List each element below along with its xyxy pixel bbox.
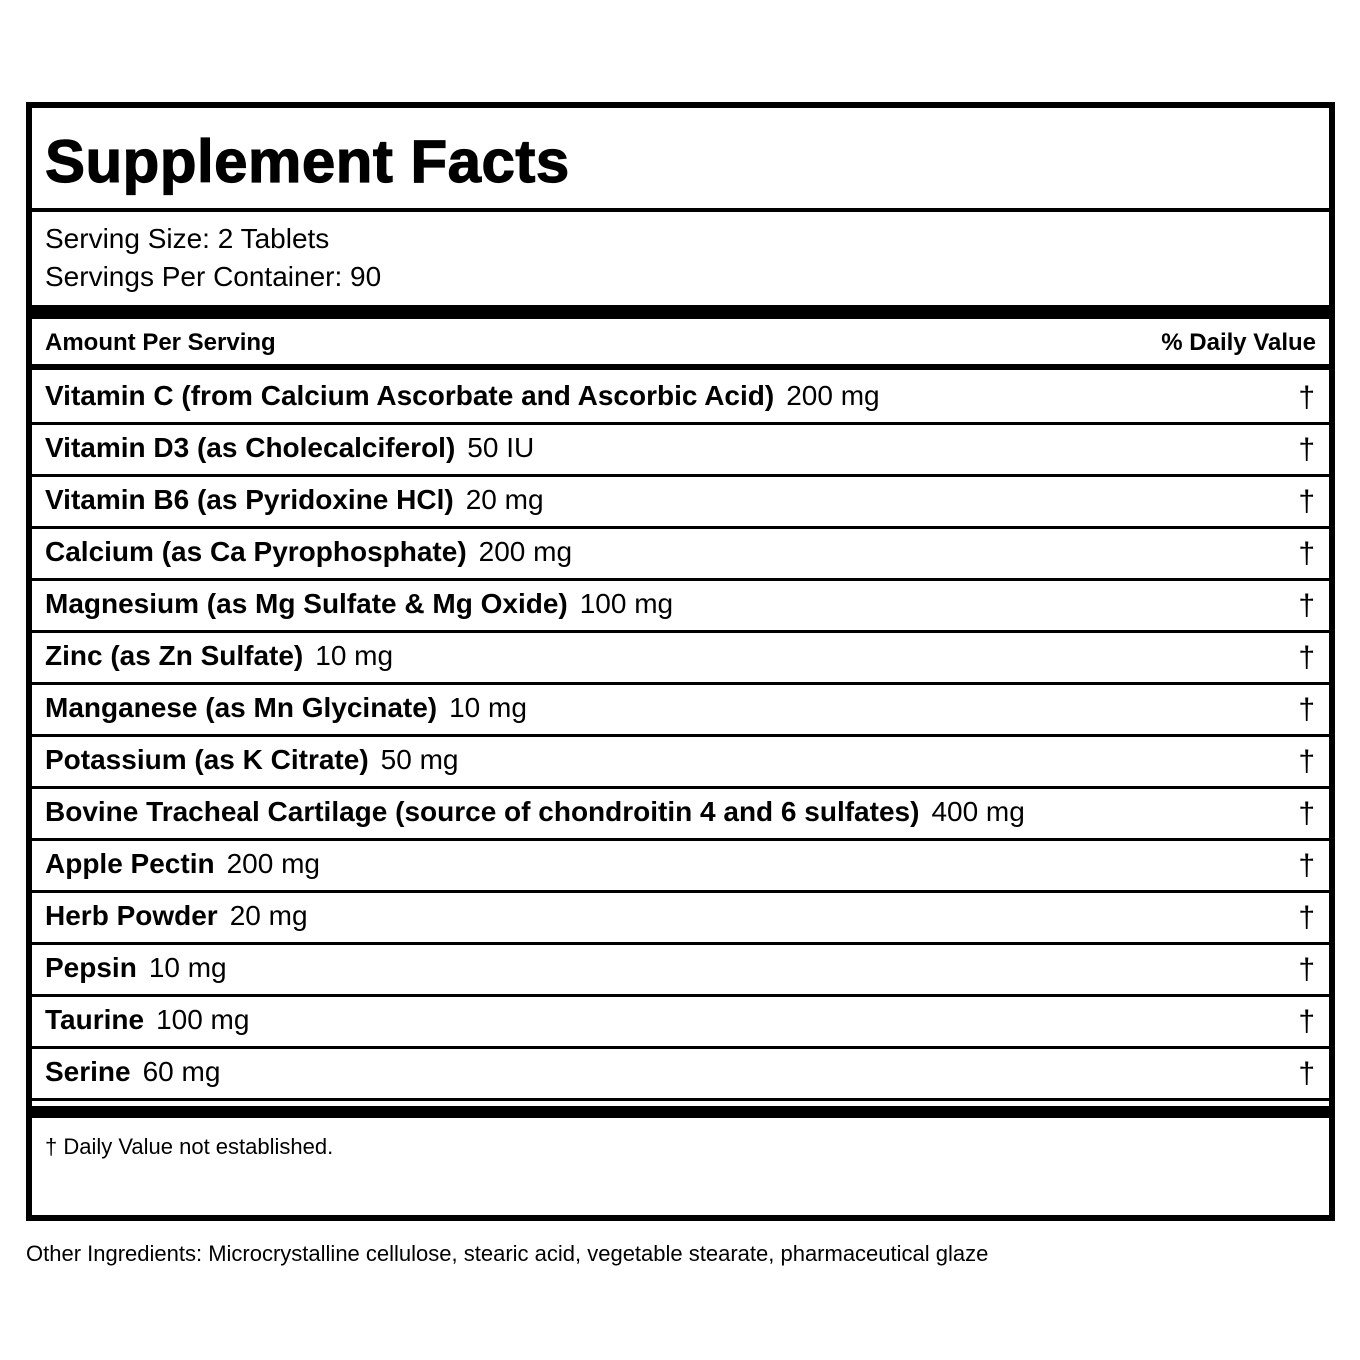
table-row <box>32 425 1329 477</box>
panel-title: Supplement Facts <box>45 128 570 195</box>
daily-value-symbol: † <box>1298 589 1315 622</box>
ingredient-text <box>45 1055 220 1089</box>
table-row <box>32 581 1329 633</box>
ingredient-amount: 60 mg <box>142 1056 221 1087</box>
other-ingredients: Other Ingredients: Microcrystalline cellulose, stearic acid, vegetable stearate, pharmaceutical glaze <box>26 1241 989 1266</box>
daily-value-symbol: † <box>1298 641 1315 674</box>
ingredient-name: Potassium (as K Citrate) <box>45 744 369 775</box>
ingredient-name: Manganese (as Mn Glycinate) <box>45 692 438 723</box>
divider-header <box>32 364 1329 370</box>
ingredient-text <box>45 847 320 881</box>
daily-value-symbol: † <box>1298 901 1315 934</box>
ingredient-amount: 20 mg <box>229 900 308 931</box>
ingredient-amount: 400 mg <box>931 796 1025 827</box>
ingredient-amount: 10 mg <box>449 692 527 723</box>
ingredient-name: Bovine Tracheal Cartilage (source of chondroitin 4 and 6 sulfates) <box>45 796 920 827</box>
ingredient-name: Taurine <box>45 1004 145 1035</box>
ingredient-name: Pepsin <box>45 952 137 983</box>
amount-per-serving-header: Amount Per Serving <box>45 329 276 356</box>
divider-title <box>32 208 1329 212</box>
daily-value-symbol: † <box>1298 745 1315 778</box>
ingredient-text <box>45 379 880 413</box>
table-row <box>32 477 1329 529</box>
supplement-facts-panel <box>26 102 1335 1221</box>
ingredient-text <box>45 899 308 933</box>
table-row <box>32 1049 1329 1101</box>
ingredient-amount: 50 mg <box>380 744 459 775</box>
ingredient-text <box>45 1003 249 1037</box>
ingredient-name: Apple Pectin <box>45 848 215 879</box>
ingredient-amount: 10 mg <box>148 952 227 983</box>
ingredient-amount: 100 mg <box>156 1004 250 1035</box>
table-row <box>32 373 1329 425</box>
ingredient-name: Magnesium (as Mg Sulfate & Mg Oxide) <box>45 588 568 619</box>
ingredient-name: Vitamin C (from Calcium Ascorbate and Ascorbic Acid) <box>45 380 775 411</box>
ingredient-text <box>45 743 458 777</box>
ingredient-name: Vitamin B6 (as Pyridoxine HCl) <box>45 484 454 515</box>
daily-value-symbol: † <box>1298 693 1315 726</box>
ingredient-amount: 200 mg <box>478 536 573 567</box>
table-row <box>32 633 1329 685</box>
table-row <box>32 945 1329 997</box>
ingredient-amount: 200 mg <box>226 848 320 879</box>
daily-value-symbol: † <box>1298 1005 1315 1038</box>
daily-value-symbol: † <box>1298 537 1315 570</box>
ingredient-amount: 200 mg <box>786 380 880 411</box>
ingredient-list <box>32 373 1329 1101</box>
ingredient-text <box>45 431 534 465</box>
ingredient-text <box>45 691 527 725</box>
ingredient-name: Herb Powder <box>45 900 218 931</box>
table-row <box>32 529 1329 581</box>
ingredient-name: Calcium (as Ca Pyrophosphate) <box>45 536 467 567</box>
ingredient-name: Zinc (as Zn Sulfate) <box>45 640 304 671</box>
ingredient-text <box>45 795 1025 829</box>
table-row <box>32 997 1329 1049</box>
daily-value-symbol: † <box>1298 485 1315 518</box>
ingredient-amount: 10 mg <box>315 640 394 671</box>
divider-thick-bottom <box>32 1106 1329 1118</box>
ingredient-text <box>45 639 393 673</box>
servings-per-container: Servings Per Container: 90 <box>45 261 382 292</box>
ingredient-amount: 20 mg <box>465 484 544 515</box>
ingredient-name: Serine <box>45 1056 131 1087</box>
ingredient-amount: 100 mg <box>579 588 674 619</box>
ingredient-text <box>45 483 544 517</box>
daily-value-symbol: † <box>1298 381 1315 414</box>
daily-value-symbol: † <box>1298 797 1315 830</box>
daily-value-symbol: † <box>1298 1057 1315 1090</box>
daily-value-symbol: † <box>1298 433 1315 466</box>
table-row <box>32 893 1329 945</box>
ingredient-name: Vitamin D3 (as Cholecalciferol) <box>45 432 456 463</box>
table-row <box>32 685 1329 737</box>
ingredient-text <box>45 951 227 985</box>
table-row <box>32 737 1329 789</box>
daily-value-symbol: † <box>1298 849 1315 882</box>
ingredient-text <box>45 535 572 569</box>
daily-value-header: % Daily Value <box>1161 329 1316 356</box>
table-row <box>32 841 1329 893</box>
daily-value-symbol: † <box>1298 953 1315 986</box>
footnote: † Daily Value not established. <box>45 1134 334 1159</box>
serving-size: Serving Size: 2 Tablets <box>45 223 330 254</box>
ingredient-amount: 50 IU <box>467 432 535 463</box>
divider-thick-top <box>32 305 1329 319</box>
table-row <box>32 789 1329 841</box>
ingredient-text <box>45 587 673 621</box>
